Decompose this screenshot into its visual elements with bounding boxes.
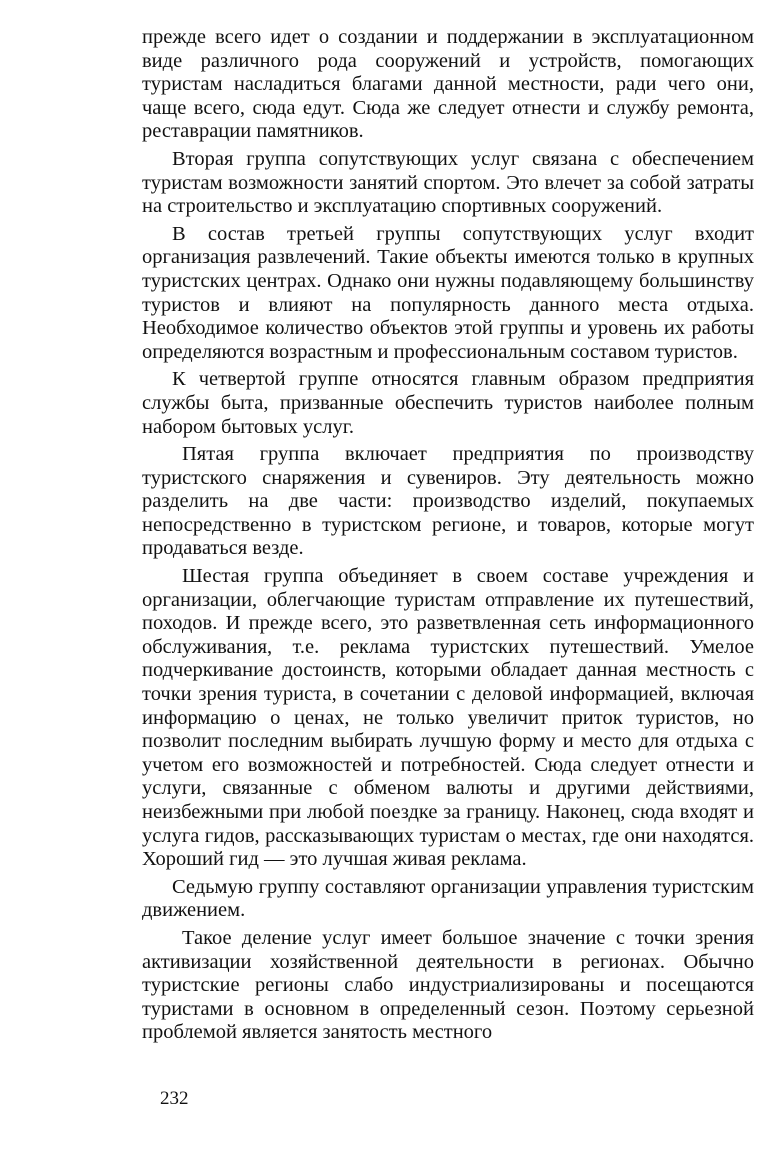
page-body (142, 26, 754, 1049)
paragraph-seventh-group: Седьмую группу составляют организации управления туристским движением. (142, 875, 754, 922)
paragraph-sixth-group: Шестая группа объединяет в своем составе учреждения и организации, облегчающие туристам отправление их путешествий, походов. И прежде всего, это разветвленная сеть информационного обслуживания, т.е. реклама туристских путешествий. Умелое подчеркивание достоинств, которыми обладает данная местность с точки зрения туриста, в сочетании с деловой информацией, включая информацию о ценах, не только увеличит приток туристов, но позволит последним выбирать лучшую форму и место для отдыха с учетом его возможностей и потребностей. Сюда следует отнести и услуги, связанные с обменом валюты и другими действиями, неизбежными при любой поездке за границу. Наконец, сюда входят и услуга гидов, рассказывающих туристам о местах, где они находятся. Хороший гид — это лучшая живая реклама. (142, 565, 754, 871)
paragraph-division-significance: Такое деление услуг имеет большое значение с точки зрения активизации хозяйственной деятельности в регионах. Обычно туристские регионы слабо индустриализированы и посещаются туристами в основном в определенный сезон. Поэтому серьезной проблемой является занятость местного (142, 926, 754, 1044)
paragraph-fifth-group: Пятая группа включает предприятия по производству туристского снаряжения и сувениров. Эту деятельность можно разделить на две части: производство изделий, покупаемых непосредственно в туристском регионе, и товаров, которые могут продаваться везде. (142, 443, 754, 560)
paragraph-continuation: прежде всего идет о создании и поддержании в эксплуатационном виде различного рода сооружений и устройств, помогающих туристам насладиться благами данной местности, ради чего они, чаще всего, сюда едут. Сюда же следует отнести и службу ремонта, реставрации памятников. (142, 26, 754, 143)
paragraph-second-group: Вторая группа сопутствующих услуг связана с обеспечением туристам возможности занятий спортом. Это влечет за собой затраты на строительство и эксплуатацию спортивных сооружений. (142, 147, 754, 218)
paragraph-third-group: В состав третьей группы сопутствующих услуг входит организация развлечений. Такие объекты имеются только в крупных туристских центрах. Однако они нужны подавляющему большинству туристов и влияют на популярность данного места отдыха. Необходимое количество объектов этой группы и уровень их работы определяются возрастным и профессиональным составом туристов. (142, 222, 754, 363)
paragraph-fourth-group: К четвертой группе относятся главным образом предприятия службы быта, призванные обеспечить туристов наиболее полным набором бытовых услуг. (142, 368, 754, 438)
page-number: 232 (160, 1088, 189, 1109)
